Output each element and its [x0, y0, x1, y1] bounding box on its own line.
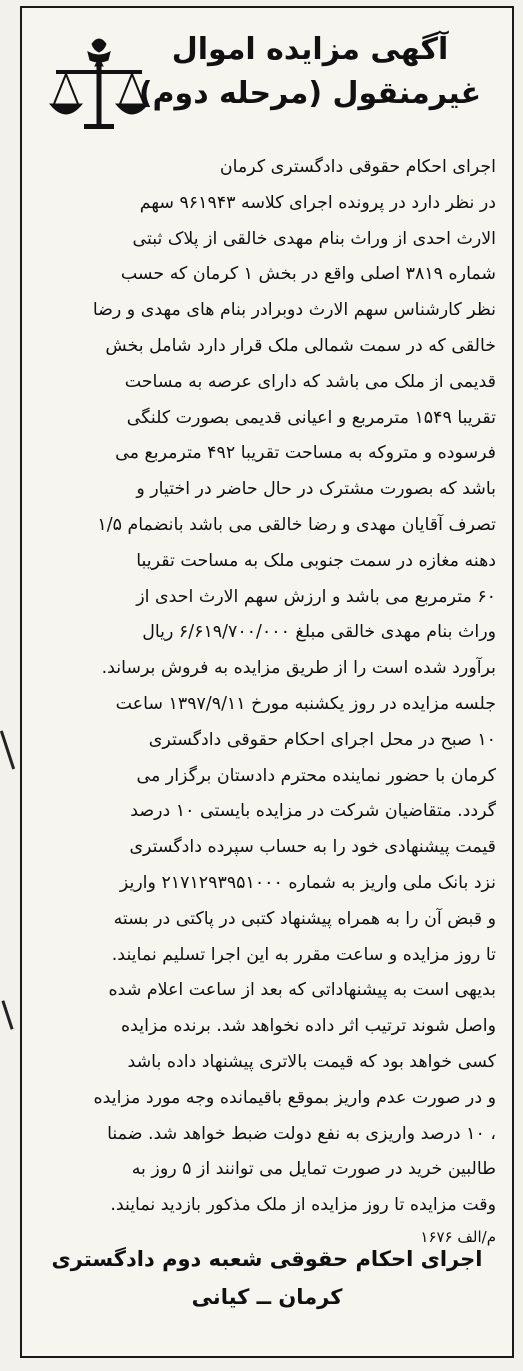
notice-frame: [20, 6, 514, 1358]
body-line: باشد که بصورت مشترک در حال حاضر در اختیار و: [136, 479, 496, 500]
signature-line-1: اجرای احکام حقوقی شعبه دوم دادگستری: [51, 1247, 483, 1271]
body-line: و در صورت عدم واریز بموقع باقیمانده وجه مورد مزایده: [93, 1087, 496, 1108]
body-line: ، ۱۰ درصد واریزی به نفع دولت ضبط خواهد شد. ضمنا: [107, 1123, 496, 1144]
body-line: و قبض آن را به همراه پیشنهاد کتبی در پاکتی در بسته: [113, 908, 496, 929]
signature-line-2: کرمان ــ کیانی: [191, 1285, 343, 1309]
body-line: طالبین خرید در صورت تمایل می توانند از ۵ روز به: [131, 1159, 496, 1180]
margin-mark: [0, 731, 15, 770]
body-line: گردد. متقاضیان شرکت در مزایده بایستی ۱۰ درصد: [130, 801, 496, 822]
body-line: شماره ۳۸۱۹ اصلی واقع در بخش ۱ کرمان که حسب: [120, 264, 496, 285]
body-line: تصرف آقایان مهدی و رضا خالقی می باشد بانضمام ۱/۵: [97, 514, 496, 535]
body-line: ۱۰ صبح در محل اجرای احکام حقوقی دادگستری: [148, 729, 496, 750]
title-line-2: غیرمنقول (مرحله دوم): [138, 76, 482, 111]
body-line: واصل شوند ترتیب اثر داده نخواهد شد. برنده مزایده: [121, 1016, 496, 1037]
body-line: اجرای احکام حقوقی دادگستری کرمان: [219, 157, 496, 177]
reference-number: م/الف ۱۶۷۶: [420, 1227, 496, 1246]
notice-signature: [32, 1240, 502, 1316]
body-line: جلسه مزایده در روز یکشنبه مورخ ۱۳۹۷/۹/۱۱ ساعت: [115, 693, 496, 714]
body-line: نزد بانک ملی واریز به شماره ۲۱۷۱۲۹۳۹۵۱۰۰۰ واریز: [119, 872, 496, 893]
notice-header: [22, 8, 512, 158]
body-line: فرسوده و متروکه به مساحت تقریبا ۴۹۲ مترمربع می: [115, 443, 496, 464]
body-line: قیمت پیشنهادی خود را به حساب سپرده دادگستری: [129, 837, 496, 858]
body-line: برآورد شده است را از طریق مزایده به فروش برساند.: [101, 658, 496, 679]
body-line: تقریبا ۱۵۴۹ مترمربع و اعیانی قدیمی بصورت کلنگی: [126, 407, 496, 428]
body-line: الارث احدی از وراث بنام مهدی خالقی از پلاک ثبتی: [132, 228, 496, 249]
body-line: دهنه مغازه در سمت جنوبی ملک به مساحت تقریبا: [136, 550, 496, 571]
notice-title: [130, 28, 490, 116]
body-line: نظر کارشناس سهم الارث دوبرادر بنام های مهدی و رضا: [92, 300, 496, 321]
title-line-1: آگهی مزایده اموال: [171, 32, 449, 67]
body-line: تا روز مزایده و ساعت مقرر به این اجرا تسلیم نمایند.: [111, 944, 496, 965]
body-line: در نظر دارد در پرونده اجرای کلاسه ۹۶۱۹۴۳ سهم: [139, 192, 496, 213]
notice-body: [40, 150, 496, 1248]
body-line: کرمان با حضور نماینده محترم دادستان برگزار می: [136, 765, 496, 786]
body-line: بدیهی است به پیشنهاداتی که بعد از ساعت اعلام شده: [108, 980, 496, 1001]
body-line: کسی خواهد بود که قیمت بالاتری پیشنهاد داده باشد: [127, 1051, 496, 1072]
body-line: قدیمی از ملک می باشد که دارای عرصه به مساحت: [124, 371, 496, 392]
margin-mark: [1, 1000, 13, 1029]
body-line: خالقی که در سمت شمالی ملک قرار دارد شامل بخش: [105, 335, 496, 356]
body-line: وقت مزایده تا روز مزایده از ملک مذکور بازدید نمایند.: [110, 1195, 496, 1216]
body-line: وراث بنام مهدی خالقی مبلغ ۶/۶۱۹/۷۰۰/۰۰۰ ریال: [142, 622, 496, 643]
body-line: ۶۰ مترمربع می باشد و ارزش سهم الارث احدی از: [136, 586, 496, 607]
